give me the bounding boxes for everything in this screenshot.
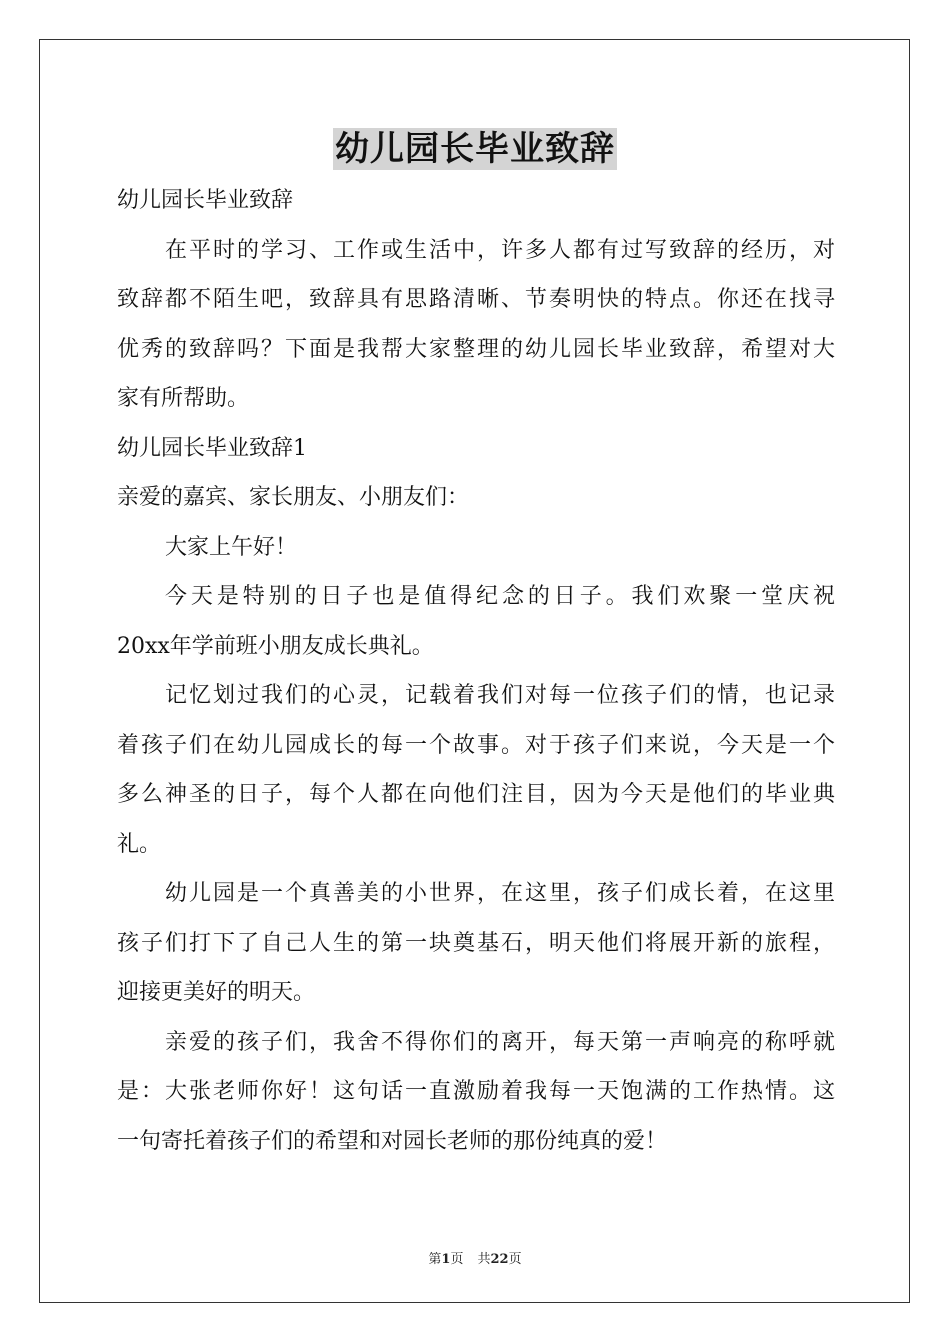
text-line: 家有所帮助。 (117, 386, 250, 411)
page-suffix: 页 (450, 1252, 464, 1267)
text-line: 礼。 (117, 831, 162, 857)
text-line: 是：大张老师你好！这句话一直激励着我每一天饱满的工作热情。这 (117, 1079, 835, 1104)
page-footer (0, 1248, 950, 1267)
text-line: 亲爱的孩子们，我舍不得你们的离开，每天第一声响亮的称呼就 (165, 1029, 835, 1055)
text-line: 孩子们打下了自己人生的第一块奠基石，明天他们将展开新的旅程， (117, 930, 835, 956)
text-line: 20xx年学前班小朋友成长典礼。 (117, 633, 434, 659)
text-line: 大家上午好！ (165, 534, 298, 560)
total-page-number: 22 (490, 1252, 509, 1267)
document-body (117, 176, 835, 1166)
text-line: 在平时的学习、工作或生活中，许多人都有过写致辞的经历，对 (165, 237, 835, 263)
total-prefix: 共 (477, 1252, 491, 1267)
text-line: 记忆划过我们的心灵，记载着我们对每一位孩子们的情，也记录 (165, 683, 835, 708)
text-line: 幼儿园长毕业致辞1 (117, 435, 307, 461)
text-line: 今天是特别的日子也是值得纪念的日子。我们欢聚一堂庆祝 (165, 584, 835, 609)
current-page-number: 1 (441, 1252, 451, 1267)
text-line: 一句寄托着孩子们的希望和对园长老师的那份纯真的爱！ (117, 1128, 668, 1154)
title-container (0, 128, 950, 170)
text-line: 优秀的致辞吗？下面是我帮大家整理的幼儿园长毕业致辞，希望对大 (117, 336, 835, 362)
text-line: 致辞都不陌生吧，致辞具有思路清晰、节奏明快的特点。你还在找寻 (117, 287, 835, 312)
document-title: 幼儿园长毕业致辞 (335, 129, 615, 169)
page-prefix: 第 (428, 1252, 442, 1267)
text-line: 多么神圣的日子，每个人都在向他们注目，因为今天是他们的毕业典 (117, 782, 835, 807)
total-suffix: 页 (508, 1252, 522, 1267)
text-line: 迎接更美好的明天。 (117, 980, 316, 1005)
text-line: 幼儿园长毕业致辞 (117, 188, 294, 213)
text-line: 幼儿园是一个真善美的小世界，在这里，孩子们成长着，在这里 (165, 881, 835, 906)
text-line: 着孩子们在幼儿园成长的每一个故事。对于孩子们来说，今天是一个 (117, 732, 835, 758)
text-line: 亲爱的嘉宾、家长朋友、小朋友们： (117, 485, 470, 510)
